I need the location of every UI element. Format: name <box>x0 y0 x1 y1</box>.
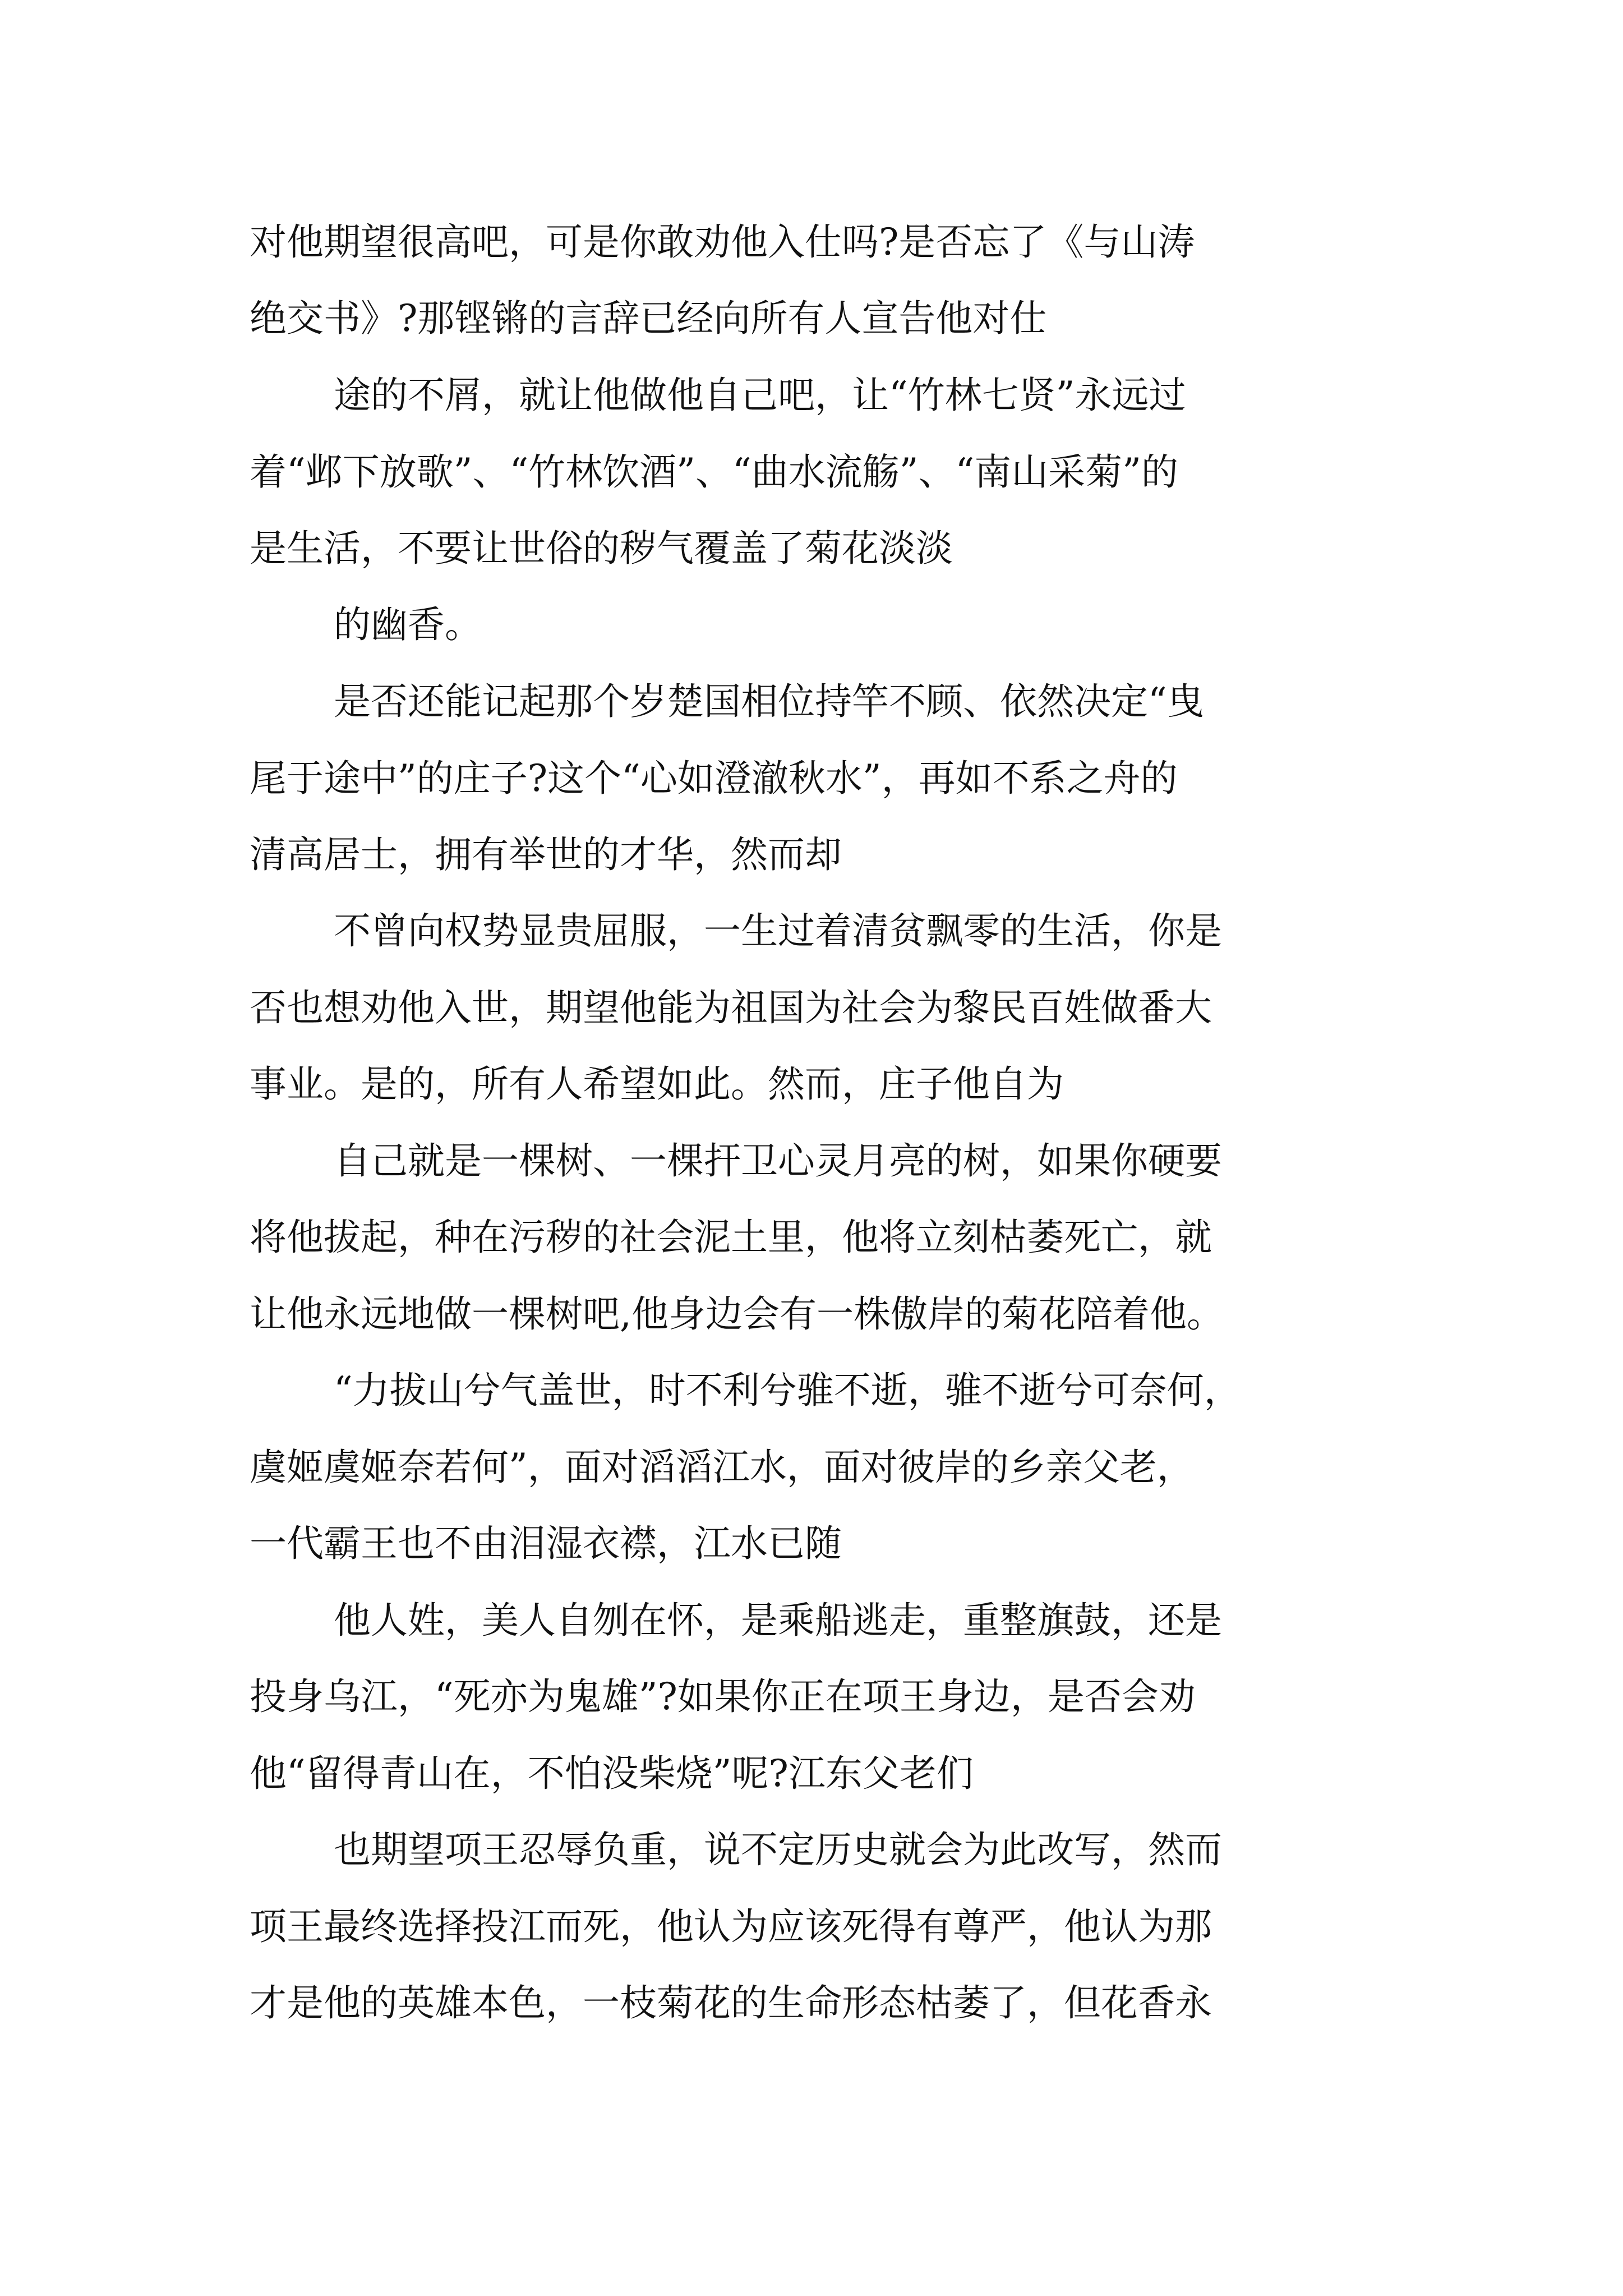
text-line: 一代霸王也不由泪湿衣襟，江水已随 <box>250 1522 842 1565</box>
text-line: 否也想劝他入世，期望他能为祖国为社会为黎民百姓做番大 <box>250 986 1212 1029</box>
text-line: 对他期望很高吧，可是你敢劝他入仕吗?是否忘了《与山涛 <box>250 220 1195 264</box>
text-line: 虞姬虞姬奈若何”，面对滔滔江水，面对彼岸的乡亲父老， <box>250 1446 1194 1489</box>
text-line: 不曾向权势显贵屈服，一生过着清贫飘零的生活，你是 <box>334 909 1222 953</box>
text-line: 绝交书》?那铿锵的言辞已经向所有人宣告他对仕 <box>250 297 1047 340</box>
text-line: 也期望项王忍辱负重，说不定历史就会为此改写，然而 <box>334 1828 1222 1871</box>
text-line: 他“留得青山在，不怕没柴烧”呢?江东父老们 <box>250 1752 974 1795</box>
text-line: 自己就是一棵树、一棵扞卫心灵月亮的树，如果你硬要 <box>334 1139 1222 1182</box>
text-line: 是否还能记起那个岁楚国相位持竿不顾、依然决定“曳 <box>334 680 1204 723</box>
text-line: 事业。是的，所有人希望如此。然而，庄子他自为 <box>250 1062 1064 1106</box>
text-line: 投身乌江，“死亦为鬼雄”?如果你正在项王身边，是否会劝 <box>250 1675 1196 1718</box>
text-line: 将他拔起，种在污秽的社会泥土里，他将立刻枯萎死亡，就 <box>250 1216 1212 1259</box>
text-line: 项王最终选择投江而死，他认为应该死得有尊严，他认为那 <box>250 1905 1212 1948</box>
text-line: 清高居士，拥有举世的才华，然而却 <box>250 833 842 876</box>
text-line: “力拔山兮气盖世，时不利兮骓不逝，骓不逝兮可奈何， <box>334 1369 1241 1412</box>
text-line: 他人姓，美人自刎在怀，是乘船逃走，重整旗鼓，还是 <box>334 1599 1222 1642</box>
text-line: 是生活，不要让世俗的秽气覆盖了菊花淡淡 <box>250 527 953 570</box>
text-line: 尾于途中”的庄子?这个“心如澄澈秋水”，再如不系之舟的 <box>250 757 1178 800</box>
text-line: 才是他的英雄本色，一枝菊花的生命形态枯萎了，但花香永 <box>250 1981 1212 2024</box>
text-line: 的幽香。 <box>334 603 482 646</box>
text-line: 着“邺下放歌”、“竹林饮酒”、“曲水流觞”、“南山采菊”的 <box>250 450 1178 494</box>
text-line: 让他永远地做一棵树吧,他身边会有一株傲岸的菊花陪着他。 <box>250 1292 1224 1336</box>
text-line: 途的不屑，就让他做他自己吧，让“竹林七贤”永远过 <box>334 374 1186 417</box>
